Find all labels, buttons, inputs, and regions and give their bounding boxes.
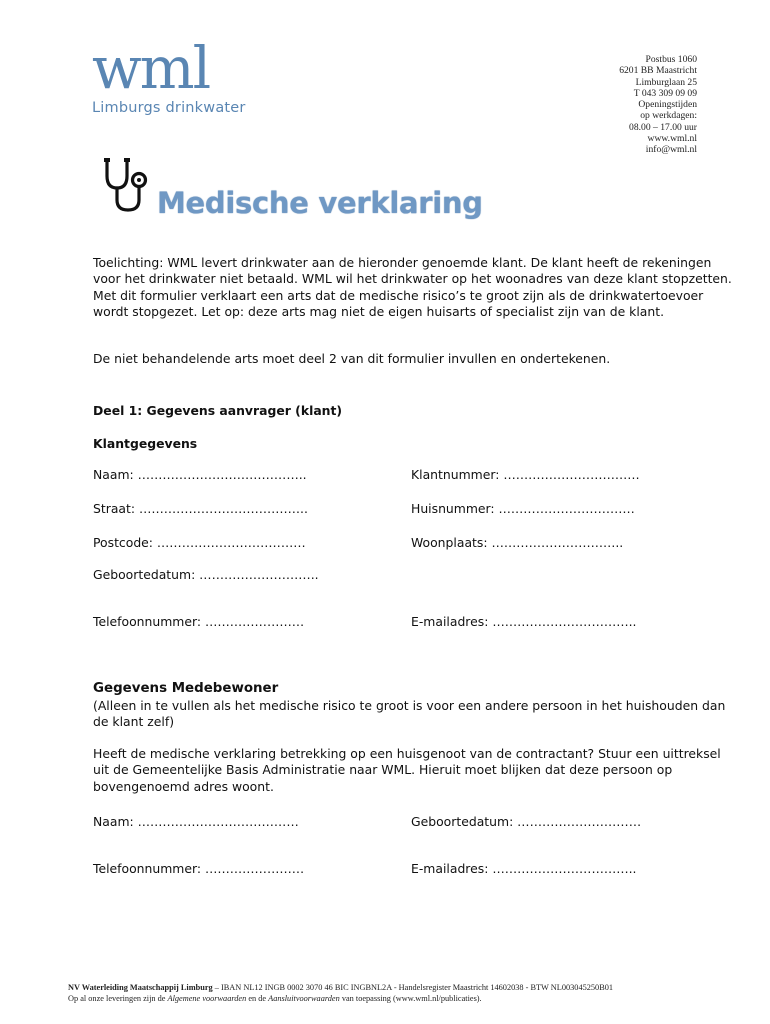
- email-field[interactable]: E-mailadres: ……………………………..: [411, 614, 637, 629]
- mede-email-field[interactable]: E-mailadres: ……………………………..: [411, 861, 637, 876]
- page-title: Medische verklaring: [157, 186, 483, 220]
- straat-field[interactable]: Straat: …………………………………..: [93, 501, 308, 516]
- contact-hours-label: Openingstijden: [638, 99, 697, 111]
- medebewoner-heading: Gegevens Medebewoner: [93, 681, 279, 696]
- instruction-paragraph: De niet behandelende arts moet deel 2 van dit formulier invullen en ondertekenen.: [93, 351, 611, 366]
- wml-logo: [92, 34, 246, 116]
- part1-heading: Deel 1: Gegevens aanvrager (klant): [93, 403, 343, 418]
- klantnummer-field[interactable]: Klantnummer: ……………………………: [411, 467, 640, 482]
- woonplaats-field[interactable]: Woonplaats: …………………………..: [411, 535, 624, 550]
- telefoon-field[interactable]: Telefoonnummer: ……………………: [93, 614, 305, 629]
- contact-block: [619, 54, 697, 156]
- postcode-field[interactable]: Postcode: ………………………………: [93, 535, 306, 550]
- footer-voorwaarden: Algemene voorwaarden: [167, 994, 247, 1003]
- klantgegevens-heading: Klantgegevens: [93, 436, 198, 451]
- contact-phone: T 043 309 09 09: [633, 87, 697, 99]
- intro-paragraph: Toelichting: WML levert drinkwater aan de hieronder genoemde klant. De klant heeft de rekeningen voor het drinkwater niet betaald. WML wil het drinkwater op het woonadres van deze klant stopzetten. Met dit formulier verklaart een arts dat de medische risico’s te groot zijn als de drinkwatertoevoer wordt stopgezet. Let op: deze arts mag niet de eigen huisarts of specialist zijn van de klant.: [93, 255, 732, 320]
- contact-hours-days: op werkdagen:: [640, 110, 697, 122]
- contact-hours-time: 08.00 – 17.00 uur: [629, 121, 697, 133]
- mede-geboortedatum-field[interactable]: Geboortedatum: …………………………: [411, 814, 642, 829]
- footer-company: NV Waterleiding Maatschappij Limburg: [68, 983, 213, 992]
- medebewoner-note: (Alleen in te vullen als het medische risico te groot is voor een andere persoon in het huishouden dan de klant zelf): [93, 698, 726, 730]
- footer-text: Op al onze leveringen zijn de: [68, 994, 168, 1003]
- huisnummer-field[interactable]: Huisnummer: ……………………………: [411, 501, 635, 516]
- contact-email: info@wml.nl: [645, 144, 697, 156]
- naam-field[interactable]: Naam: …………………………………..: [93, 467, 307, 482]
- contact-street: Limburglaan 25: [635, 76, 697, 88]
- stethoscope-icon: [102, 156, 154, 214]
- medebewoner-paragraph: Heeft de medische verklaring betrekking op een huisgenoot van de contractant? Stuur een uittreksel uit de Gemeentelijke Basis Administratie naar WML. Hieruit moet blijken dat deze persoon op bovengenoemd adres woont.: [93, 746, 721, 794]
- geboortedatum-field[interactable]: Geboortedatum: ………………………..: [93, 567, 319, 582]
- contact-website: www.wml.nl: [647, 133, 697, 145]
- footer-line-1: [68, 982, 708, 993]
- mede-telefoon-field[interactable]: Telefoonnummer: ……………………: [93, 861, 305, 876]
- mede-naam-field[interactable]: Naam: …………………………………: [93, 814, 299, 829]
- footer-text: van toepassing (www.wml.nl/publicaties).: [339, 994, 482, 1003]
- contact-postbus: Postbus 1060: [645, 54, 697, 65]
- footer: [68, 982, 708, 1004]
- footer-text: en de: [246, 994, 269, 1003]
- logo-wordmark: wml: [92, 34, 210, 102]
- contact-postcode: 6201 BB Maastricht: [619, 65, 697, 77]
- footer-bank-details: – IBAN NL12 INGB 0002 3070 46 BIC INGBNL2A - Handelsregister Maastricht 14602038 - BTW NL003045250B01: [212, 983, 614, 992]
- footer-aansluitvoorwaarden: Aansluitvoorwaarden: [268, 994, 340, 1003]
- footer-line-2: [68, 993, 708, 1004]
- logo-subtitle: Limburgs drinkwater: [92, 100, 246, 116]
